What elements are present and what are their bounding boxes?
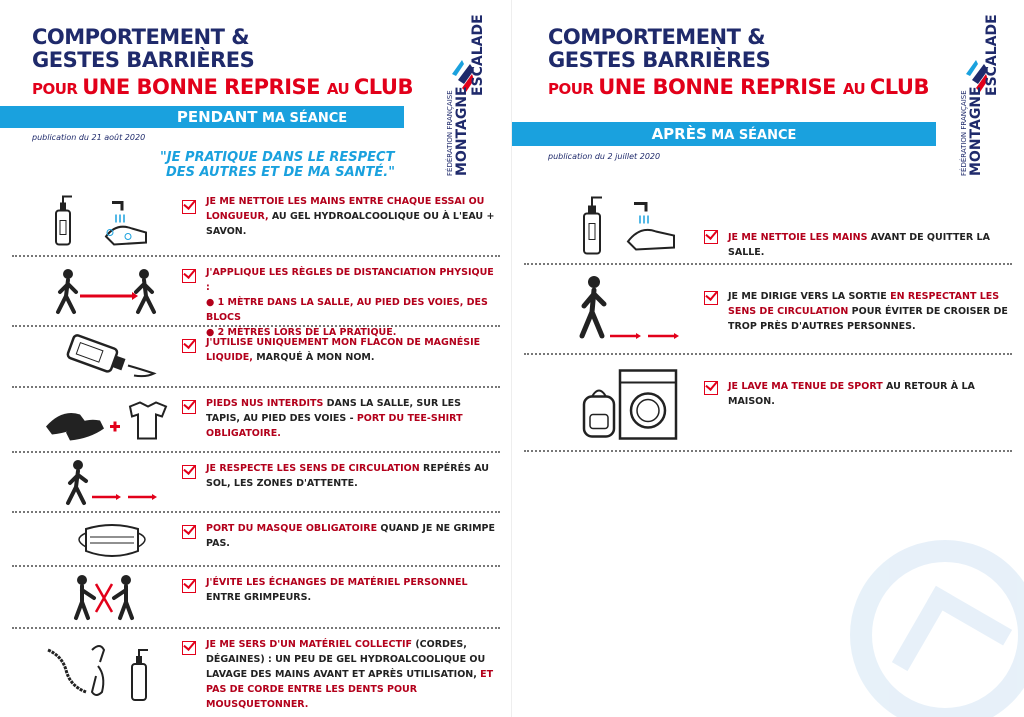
checkbox-icon [182,641,196,655]
title-line3: POUR UNE BONNE REPRISE AU CLUB [32,75,413,99]
right-title: COMPORTEMENT & GESTES BARRIÈRES POUR UNE BONNE REPRISE AU CLUB [548,25,929,99]
rule-text: JE ME NETTOIE LES MAINS ENTRE CHAQUE ESSAI OU LONGUEUR, AU GEL HYDROALCOOLIQUE OU À L'EAU + SAVON. [206,196,495,237]
rule-text: J'APPLIQUE LES RÈGLES DE DISTANCIATION PHYSIQUE : ● 1 MÈTRE DANS LA SALLE, AU PIED DES VOIES, DES BLOCS ● 2 MÈTRES LORS DE LA PRATIQUE. [206,267,494,338]
rule-row-circulation [12,455,500,513]
right-publication-date: publication du 2 juillet 2020 [548,152,661,161]
walking-direction-icon [42,455,172,511]
checkbox-icon [182,339,196,353]
rule-row-hand-washing [12,190,500,257]
right-page [512,0,1024,717]
no-equipment-exchange-icon [42,569,172,627]
hand-sanitizer-washing-icon [42,190,172,255]
liquid-chalk-bottle-icon [42,329,172,386]
rule-row-feet-tshirt [12,390,500,453]
rule-text: JE RESPECTE LES SENS DE CIRCULATION REPÉRÉS AU SOL, LES ZONES D'ATTENTE. [206,463,490,489]
checkbox-icon [182,579,196,593]
logo-escalade-text: ESCALADE [470,14,486,96]
face-mask-icon [42,515,172,565]
rule-row-distancing [12,259,500,338]
logo-montagne-text: MONTAGNE [454,86,470,176]
rule-text: J'UTILISE UNIQUEMENT MON FLACON DE MAGNÉSIE LIQUIDE, MARQUÉ À MON NOM. [206,337,481,363]
checkbox-icon [182,269,196,283]
rule-row-shared-equipment [12,631,500,711]
rule-text: JE ME DIRIGE VERS LA SORTIE EN RESPECTANT LES SENS DE CIRCULATION POUR ÉVITER DE CROISER DE TROP PRÈS D'AUTRES PERSONNES. [728,291,1008,332]
left-publication-date: publication du 21 août 2020 [32,133,146,142]
checkbox-icon [704,230,718,244]
hand-sanitizer-washing-icon [554,190,684,263]
title-line1: COMPORTEMENT & [32,25,250,49]
rule-row-no-exchange [12,569,500,629]
climbing-shoes-tshirt-icon [42,390,172,451]
checkbox-icon [182,525,196,539]
rule-text: JE ME NETTOIE LES MAINS AVANT DE QUITTER LA SALLE. [728,232,990,258]
rope-quickdraw-sanitizer-icon [42,631,172,711]
rule-text: JE ME SERS D'UN MATÉRIEL COLLECTIF (CORDES, DÉGAINES) : UN PEU DE GEL HYDROALCOOLIQUE OU LAVAGE DES MAINS AVANT ET APRÈS UTILISATION, ET PAS DE CORDE ENTRE LES DENTS POUR MOUSQUETONNER. [206,639,494,710]
checkbox-icon [704,381,718,395]
right-section-bar: APRÈS MA SÉANCE [512,122,936,146]
checkbox-icon [182,200,196,214]
checkbox-icon [182,465,196,479]
after-row-laundry [524,357,1012,452]
rule-row-magnesia [12,329,500,388]
watermark-logo-icon [850,540,1024,717]
walking-exit-icon [554,267,684,353]
after-row-exit [524,267,1012,355]
rule-row-mask [12,515,500,567]
rule-text: JE LAVE MA TENUE DE SPORT AU RETOUR À LA MAISON. [728,381,975,407]
rule-text: PORT DU MASQUE OBLIGATOIRE QUAND JE NE GRIMPE PAS. [206,523,496,549]
title-line2: GESTES BARRIÈRES [32,48,255,72]
backpack-washing-machine-icon [554,357,684,450]
left-section-bar: PENDANT MA SÉANCE [0,106,404,128]
rule-text: J'ÉVITE LES ÉCHANGES DE MATÉRIEL PERSONNEL ENTRE GRIMPEURS. [206,577,468,603]
logo-federation-text: FÉDÉRATION FRANÇAISE [446,90,454,176]
left-quote: "JE PRATIQUE DANS LE RESPECT DES AUTRES ET DE MA SANTÉ." [160,150,395,180]
physical-distance-icon [42,259,172,325]
ffme-logo [446,10,492,180]
after-row-hand-washing [524,190,1012,265]
checkbox-icon [704,291,718,305]
rule-text: PIEDS NUS INTERDITS DANS LA SALLE, SUR LES TAPIS, AU PIED DES VOIES - PORT DU TEE-SHIRT OBLIGATOIRE. [206,398,463,439]
left-title [32,26,413,99]
checkbox-icon [182,400,196,414]
ffme-logo: FÉDÉRATION FRANÇAISE MONTAGNE ESCALADE [960,14,1000,176]
